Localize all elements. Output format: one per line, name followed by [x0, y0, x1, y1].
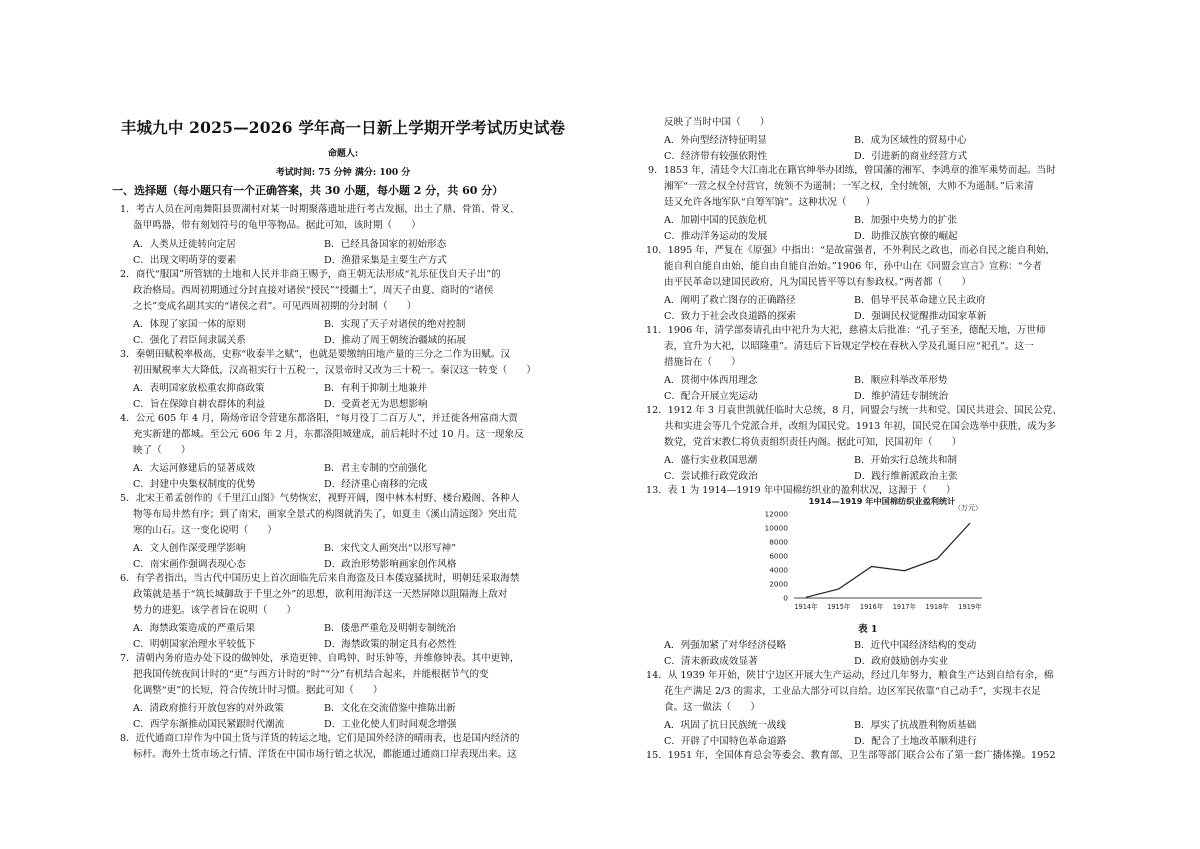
section-heading: 一、选择题（每小题只有一个正确答案，共 30 小题，每小题 2 分，共 60 分） — [112, 184, 504, 197]
y-tick-label: 10000 — [764, 523, 788, 533]
chart-unit: （万元） — [954, 504, 982, 512]
q6-line: 6．有学者指出，当古代中国历史上首次面临先后来自海盗及日本倭寇骚扰时，明朝廷采取海禁 — [120, 573, 520, 584]
option[interactable]: A．阐明了救亡图存的正确路径 — [664, 295, 796, 306]
option[interactable]: C．开辟了中国特色革命道路 — [664, 736, 787, 747]
option[interactable]: A．表明国家放松重农抑商政策 — [133, 383, 265, 394]
q10-line: 由平民革命以建国民政府，凡为国民皆平等以有参政权。”两者都（ ） — [664, 277, 972, 288]
option[interactable]: B．有利于抑制土地兼并 — [324, 383, 427, 394]
y-tick-label: 6000 — [769, 551, 788, 561]
option[interactable]: A．外向型经济特征明显 — [664, 135, 767, 146]
x-tick-label: 1917年 — [892, 603, 917, 611]
q2-line: 2．商代“服国”所管辖的土地和人民并非商王赐予，商王朝无法形成“礼乐征伐自天子出”的 — [120, 269, 501, 280]
q8-line: 标杆。海外土货市场之行情、洋货在中国市场行销之状况，都能通过通商口岸表现出来。这 — [133, 749, 517, 760]
option[interactable]: A．人类从迁徙转向定居 — [133, 239, 236, 250]
option[interactable]: A．列强加紧了对华经济侵略 — [664, 640, 787, 651]
option[interactable]: C．西学东渐推动国民紧跟时代潮流 — [133, 719, 285, 730]
q10-line: 能自利自能自由始，能自由自能自治始。”1906 年，孙中山在《同盟会宣言》宣称：“今者 — [664, 261, 1042, 272]
q12-line: 共和实进会等几个党派合并，改组为国民党。1913 年初，国民党在国会选举中获胜，成为多 — [664, 421, 1057, 432]
option[interactable]: B．倭患严重危及明朝专制统治 — [324, 623, 456, 634]
x-tick-label: 1918年 — [925, 603, 949, 611]
y-tick-label: 4000 — [769, 565, 788, 575]
q4-line: 映了（ ） — [133, 445, 191, 456]
x-tick-label: 1916年 — [859, 603, 884, 611]
q3-line: 3．秦朝田赋税率极高，史称“收泰半之赋”，也就是要缴纳田地产量的三分之二作为田赋。汉 — [120, 349, 511, 360]
option[interactable]: B．已经具备国家的初始形态 — [324, 239, 447, 250]
option[interactable]: D．维护清廷专制统治 — [854, 391, 949, 402]
x-axis — [794, 602, 982, 611]
q5-line: 物等布局井然有序；到了南宋，画家全景式的构图就消失了，如夏圭《溪山清远图》突出荒 — [133, 509, 517, 520]
option[interactable]: B．君主专制的空前强化 — [324, 463, 427, 474]
option[interactable]: C．致力于社会改良道路的探索 — [664, 311, 797, 322]
q15-line: 15．1951 年，全国体育总会等委会、教育部、卫生部等部门联合公布了第一套广播体操。1952 — [646, 750, 1056, 761]
option[interactable]: B．成为区域性的贸易中心 — [854, 135, 967, 146]
option[interactable]: B．顺应科举改革形势 — [854, 375, 948, 386]
option[interactable]: A．加剧中国的民族危机 — [664, 215, 767, 226]
option[interactable]: A．文人创作深受理学影响 — [133, 543, 246, 554]
option[interactable]: A．巩固了抗日民族统一战线 — [664, 720, 787, 731]
option[interactable]: D．推动了周王朝统治疆域的拓展 — [324, 335, 467, 346]
q12-line: 数党，党首宋教仁将负责组织责任内阁。据此可知，民国初年（ ） — [664, 437, 962, 448]
option[interactable]: D．渔猎采集是主要生产方式 — [324, 255, 447, 266]
profit-series-line — [806, 523, 970, 597]
option[interactable]: B．近代中国经济结构的变动 — [854, 640, 977, 651]
option[interactable]: B．实现了天子对诸侯的绝对控制 — [324, 319, 466, 330]
exam-title: 丰城九中 2025—2026 学年高一日新上学期开学考试历史试卷 — [120, 118, 566, 137]
q9-line: 9．1853 年，清廷令大江南北在籍官绅举办团练，曾国藩的湘军、李鸿章的淮军乘势而起。当时 — [648, 165, 1056, 176]
option[interactable]: C．经济带有较强依附性 — [664, 151, 768, 162]
x-tick-label: 1915年 — [827, 603, 851, 611]
y-tick-label: 12000 — [764, 509, 788, 519]
q5-line: 寒的山石。这一变化说明（ ） — [133, 525, 277, 536]
option[interactable]: D．配合了土地改革顺利进行 — [854, 736, 977, 747]
option[interactable]: C．明朝国家治理水平较低下 — [133, 639, 256, 650]
option[interactable]: D．政治形势影响画家创作风格 — [324, 559, 457, 570]
q5-line: 5．北宋王希孟创作的《千里江山图》气势恢宏，视野开阔，图中林木村野、楼台殿阁、各种人 — [120, 493, 520, 504]
option[interactable]: B．宋代文人画突出“以形写神” — [324, 543, 456, 554]
q14-line: 花生产满足 2/3 的需求，工业品大部分可以自给。边区军民依靠“自己动手”，实现丰衣足 — [664, 686, 1041, 697]
option[interactable]: D．政府鼓励创办实业 — [854, 656, 949, 667]
option[interactable]: C．封建中央集权制度的优势 — [133, 479, 256, 490]
q1-line: 盔甲鸣器，带有刻划符号的龟甲等物品。据此可知，该时期（ ） — [133, 220, 421, 231]
option[interactable]: D．经济重心南移的完成 — [324, 479, 428, 490]
q8-line: 8．近代通商口岸作为中国土货与洋货的转运之地，它们是国外经济的晴雨表，也是国内经济的 — [120, 733, 520, 744]
option[interactable]: A．大运河修建后的显著成效 — [133, 463, 256, 474]
q11-line: 措施旨在（ ） — [664, 357, 741, 368]
q6-line: 势力的进犯。该学者旨在说明（ ） — [133, 605, 297, 616]
q9-line: 湘军“一营之权全付营官，统领不为遥制；一军之权，全付统领，大帅不为遥制。”后来清 — [664, 181, 1034, 192]
option[interactable]: A．海禁政策造成的严重后果 — [133, 623, 256, 634]
q1-line: 1．考古人员在河南舞阳县贾湖村对某一时期聚落遗址进行考古发掘，出土了鼎、骨笛、骨叉、 — [120, 204, 520, 215]
option[interactable]: D．海禁政策的制定具有必然性 — [324, 639, 457, 650]
y-axis — [764, 510, 788, 603]
q9-line: 廷又允许各地军队“自筹军饷”。这种状况（ ） — [664, 197, 876, 208]
option[interactable]: C．南宋画作强调表现心态 — [133, 559, 246, 570]
y-tick-label: 0 — [783, 593, 788, 603]
q7-line: 7．清朝内务府造办处下设的做钟处，承造更钟、自鸣钟、时乐钟等，并维修钟表。其中更钟， — [120, 653, 520, 664]
option[interactable]: B．厚实了抗战胜利物质基础 — [854, 720, 977, 731]
option[interactable]: A．贯彻中体西用理念 — [664, 375, 758, 386]
q11-line: 表，宜升为大祀，以昭隆重”。清廷后下旨规定学校在春秋入学及孔诞日应“祀孔”。这一 — [664, 341, 1034, 352]
option[interactable]: D．受黄老无为思想影响 — [324, 399, 428, 410]
q4-line: 充实新建的都城。至公元 606 年 2 月，东都洛阳城建成，前后耗时不过 10 月。这一现象反 — [133, 429, 524, 440]
q13-line: 13．表 1 为 1914—1919 年中国棉纺织业的盈利状况，这源于（ ） — [646, 485, 956, 496]
q6-line: 政策就是基于“筑长城御敌于千里之外”的思想，欲利用海洋这一天然屏障以阻隔海上敌对 — [133, 589, 508, 600]
option[interactable]: D．引进新的商业经营方式 — [854, 151, 968, 162]
option[interactable]: C．清末新政成效显著 — [664, 656, 758, 667]
option[interactable]: C．配合开展立宪运动 — [664, 391, 758, 402]
option[interactable]: A．清政府推行开放包容的对外政策 — [133, 703, 284, 714]
exam-meta: 考试时间: 75 分钟 满分: 100 分 — [275, 168, 411, 178]
profit-line-chart — [754, 494, 994, 620]
option[interactable]: C．旨在保障自耕农群体的利益 — [133, 399, 266, 410]
option[interactable]: D．工业化使人们时间观念增强 — [324, 719, 457, 730]
left-column — [112, 0, 574, 849]
option[interactable]: D．强调民权觉醒推动国家革新 — [854, 311, 987, 322]
chart-caption: 表 1 — [858, 624, 878, 635]
q14-line: 食。这一做法（ ） — [664, 702, 760, 713]
option[interactable]: C．推动洋务运动的发展 — [664, 231, 768, 242]
option[interactable]: C．出现文明萌芽的要素 — [133, 255, 237, 266]
y-tick-label: 2000 — [769, 579, 788, 589]
option[interactable]: D．践行维新派政治主张 — [854, 471, 958, 482]
option[interactable]: B．倡导平民革命建立民主政府 — [854, 295, 986, 306]
q3-line: 初田赋税率大大降低，汉高祖实行十五税一，汉景帝时又改为三十税一。秦汉这一转变（ ） — [133, 365, 536, 376]
option[interactable]: B．文化在交流借鉴中推陈出新 — [324, 703, 456, 714]
chart-title: 1914—1919 年中国棉纺织业盈利统计 — [808, 496, 956, 506]
option[interactable]: A．盛行实业救国思潮 — [664, 455, 758, 466]
y-tick-label: 8000 — [769, 537, 788, 547]
q7-line: 把我国传统夜间计时的“更”与西方计时的“时”“分”有机结合起来，并能根据节气的变 — [133, 669, 489, 680]
option[interactable]: D．助推汉族官僚的崛起 — [854, 231, 958, 242]
right-column — [646, 0, 1106, 849]
q2-line: 政治格局。西周初期通过分封直接对诸侯“授民”“授疆土”，周天子由夏、商时的“诸侯 — [133, 285, 494, 296]
x-tick-label: 1914年 — [794, 603, 818, 611]
x-tick-label: 1919年 — [958, 603, 982, 611]
option[interactable]: A．体现了家国一体的原则 — [133, 319, 246, 330]
q4-line: 4．公元 605 年 4 月，隋炀帝诏令营建东都洛阳，“每月役丁二百万人”，并迁徙各州富商大贾 — [120, 413, 518, 424]
q14-line: 14．从 1939 年开始，陕甘宁边区开展大生产运动，经过几年努力，粮食生产达到自给有余，棉 — [646, 670, 1054, 681]
exam-author: 命题人: — [327, 149, 359, 159]
q11-line: 11．1906 年，清学部奏请孔由中祀升为大祀，慈禧太后批准：“孔子至圣，德配天地，万世师 — [646, 325, 1046, 336]
q12-line: 12．1912 年 3 月袁世凯就任临时大总统，8 月，同盟会与统一共和党、国民共进会、国民公党、 — [646, 405, 1062, 416]
option[interactable]: B．加强中央势力的扩张 — [854, 215, 957, 226]
option[interactable]: C．强化了君臣间隶属关系 — [133, 335, 246, 346]
option[interactable]: B．开始实行总统共和制 — [854, 455, 957, 466]
q7-line: 化调整“更”的长短，符合传统计时习惯。据此可知（ ） — [133, 685, 383, 696]
q10-line: 10．1895 年，严复在《原强》中指出：“是故富强者，不外利民之政也，而必自民之能自利始， — [646, 245, 1056, 256]
q2-line: 之长”变成名副其实的“诸侯之君”。可见西周初期的分封制（ ） — [133, 301, 417, 312]
option[interactable]: C．尝试推行政党政治 — [664, 471, 758, 482]
q8-line: 反映了当时中国（ ） — [664, 117, 770, 128]
